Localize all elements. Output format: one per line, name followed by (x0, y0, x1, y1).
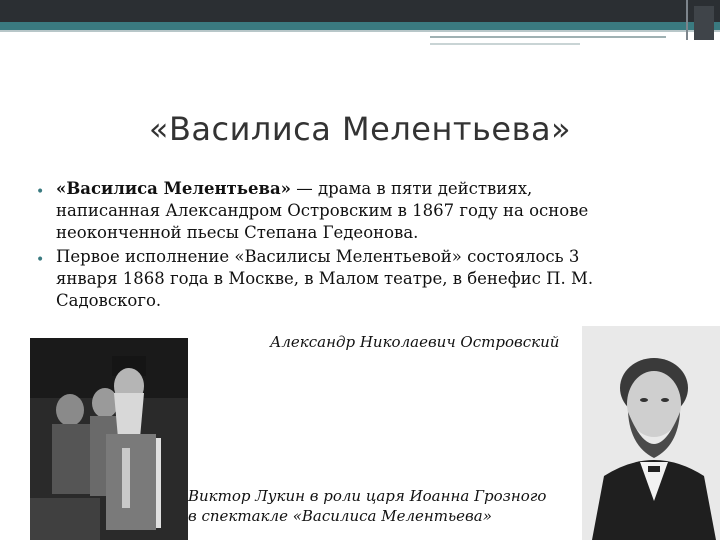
bullet-icon: • (36, 184, 45, 200)
caption-ostrovsky: Александр Николаевич Островский (270, 333, 560, 351)
header-divider (686, 0, 688, 40)
header-accent-bar (0, 22, 720, 30)
ostrovsky-portrait (582, 326, 720, 540)
list-item (36, 178, 641, 244)
bullet-list (36, 178, 656, 314)
bullet-icon: • (36, 252, 45, 268)
caption-lukin-line: в спектакле «Василиса Мелентьева» (188, 507, 492, 525)
lukin-stage-photo (30, 338, 188, 540)
bullet-bold-text: «Василиса Мелентьева» (56, 179, 291, 198)
slide-title: «Василиса Мелентьева» (148, 110, 572, 148)
header-dark-bar (0, 0, 720, 22)
header-segment-line (430, 43, 580, 45)
header-segment-line (430, 36, 666, 38)
caption-lukin-line: Виктор Лукин в роли царя Иоанна Грозного (188, 487, 547, 505)
header-thin-line (0, 30, 720, 32)
header-decoration (0, 0, 720, 40)
bullet-text: — драма в пяти действиях, написанная Александром Островским в 1867 году на основе неоконченной пьесы Степана Гедеонова. (56, 179, 589, 242)
header-tab (694, 6, 714, 40)
caption-lukin (188, 486, 546, 526)
bullet-text: Первое исполнение «Василисы Мелентьевой» состоялось 3 января 1868 года в Москве, в Малом театре, в бенефис П. М. Садовского. (56, 247, 594, 310)
list-item (36, 246, 596, 312)
